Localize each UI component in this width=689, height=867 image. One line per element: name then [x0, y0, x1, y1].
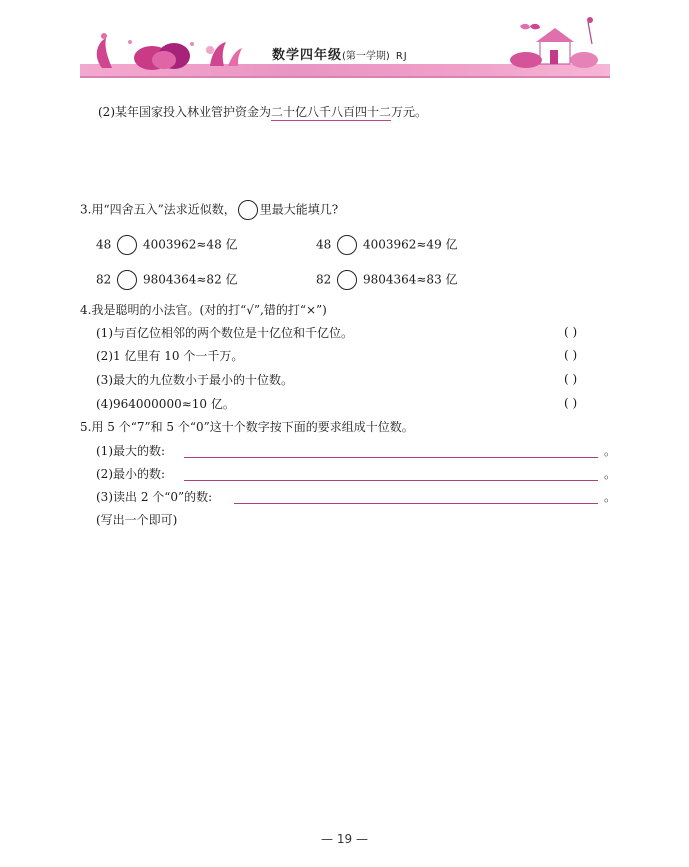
- answer-circle[interactable]: [337, 235, 357, 255]
- answer-paren[interactable]: ( ): [564, 348, 578, 362]
- q3-item: [96, 235, 238, 255]
- q3-title-after: 里最大能填几?: [259, 202, 339, 217]
- q2-text-after: 万元。: [391, 105, 428, 119]
- q3-item-prefix: 82: [96, 272, 112, 287]
- q2-underlined-number: 二十亿八千八百四十二: [271, 105, 392, 119]
- q4-item: (4)964000000≈10 亿。: [96, 397, 235, 411]
- q5-item-end: 。: [604, 467, 617, 481]
- q5-item-end: 。: [604, 444, 617, 458]
- answer-line[interactable]: [184, 480, 598, 481]
- q3-item-suffix: 4003962≈49 亿: [362, 237, 458, 252]
- q3-item-suffix: 4003962≈48 亿: [142, 237, 238, 252]
- answer-paren[interactable]: ( ): [564, 372, 578, 386]
- header-title: [272, 44, 408, 63]
- answer-circle[interactable]: [337, 270, 357, 290]
- answer-paren[interactable]: ( ): [564, 396, 578, 410]
- q4-item: (2)1 亿里有 10 个一千万。: [96, 349, 244, 363]
- q3-item: [316, 235, 458, 255]
- left-decoration-icon: [82, 30, 252, 70]
- q3-item: [316, 270, 458, 290]
- q3-title-before: 3.用“四舍五入”法求近似数，: [80, 202, 236, 217]
- q5-item-label: (1)最大的数:: [96, 444, 166, 458]
- right-decoration-icon: [500, 14, 610, 70]
- header-edition: RJ: [395, 51, 408, 62]
- answer-line[interactable]: [184, 457, 598, 458]
- q3-item-suffix: 9804364≈83 亿: [362, 272, 458, 287]
- q2-text-before: (2)某年国家投入林业管护资金为: [98, 105, 271, 119]
- header-divider: [80, 76, 610, 78]
- q5-item-label: (3)读出 2 个“0”的数:: [96, 490, 213, 504]
- q3-item-suffix: 9804364≈82 亿: [142, 272, 238, 287]
- q3-item-prefix: 82: [316, 272, 332, 287]
- q5-title: 5.用 5 个“7”和 5 个“0”这十个数字按下面的要求组成十位数。: [80, 420, 414, 434]
- answer-line[interactable]: [234, 503, 598, 504]
- answer-paren[interactable]: ( ): [564, 325, 578, 339]
- q3-title: [80, 200, 338, 220]
- q2-line: [98, 104, 427, 120]
- q5-note: (写出一个即可): [96, 513, 178, 527]
- answer-circle[interactable]: [117, 270, 137, 290]
- q3-item-prefix: 48: [316, 237, 332, 252]
- page-number: — 19 —: [321, 832, 368, 846]
- q3-item: [96, 270, 238, 290]
- q4-item: (1)与百亿位相邻的两个数位是十亿位和千亿位。: [96, 326, 353, 340]
- q4-item: (3)最大的九位数小于最小的十位数。: [96, 373, 293, 387]
- q5-item-label: (2)最小的数:: [96, 467, 166, 481]
- answer-circle[interactable]: [117, 235, 137, 255]
- header-title-main: 数学四年级: [272, 48, 343, 63]
- answer-circle: [238, 200, 258, 220]
- q5-item-end: 。: [604, 490, 617, 504]
- header-subtitle: (第一学期): [342, 51, 390, 62]
- q4-title: 4.我是聪明的小法官。(对的打“√”,错的打“×”): [80, 303, 327, 317]
- q3-item-prefix: 48: [96, 237, 112, 252]
